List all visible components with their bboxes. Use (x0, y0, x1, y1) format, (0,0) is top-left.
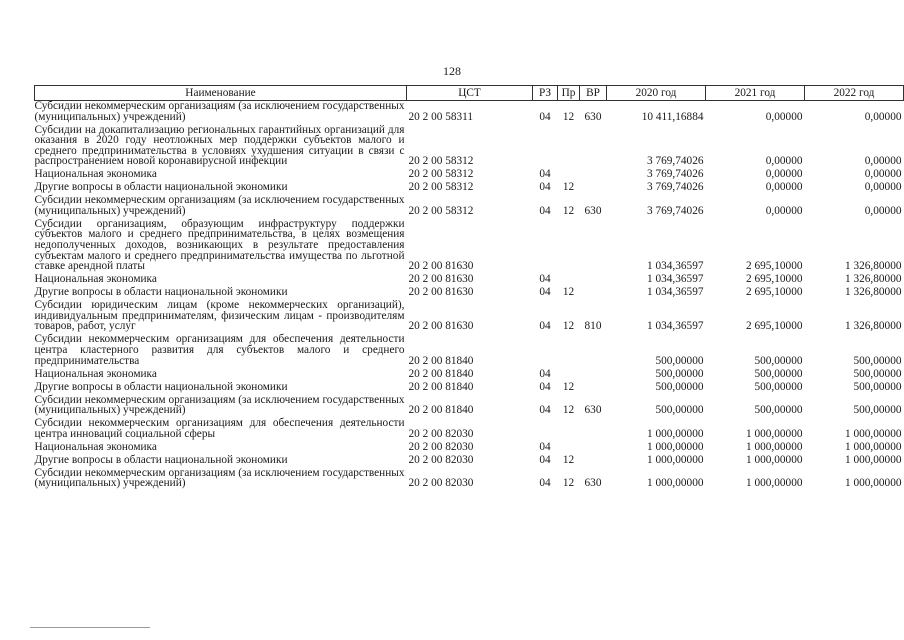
table-row (35, 468, 904, 492)
cell-name: Национальная экономика (34, 367, 157, 380)
page-number: 128 (443, 64, 461, 78)
cell-cst: 20 2 00 81630 (408, 320, 474, 333)
cell-name: Национальная экономика (34, 273, 157, 286)
header-pr: Пр (558, 86, 580, 101)
cell-2021: 2 695,10000 (746, 286, 803, 299)
cell-2022: 0,00000 (864, 110, 902, 123)
cell-rz (533, 219, 558, 274)
cell-cst: 20 2 00 58312 (408, 168, 474, 181)
cell-2020: 500,00000 (655, 380, 704, 393)
cell-name: Национальная экономика (34, 440, 157, 453)
cell-name: Субсидии организациям, образующим инфраструктуру поддержки субъектов малого и среднего предпринимательства, в целях возмещения недополученных доходов, возникающих в результате предоставления субъектам малого и среднего предпринимательства имущества по льготной ставке арендной платы (34, 217, 405, 273)
cell-vr (580, 442, 607, 455)
cell-rz: 04 (539, 367, 551, 380)
header-2021: 2021 год (706, 86, 805, 101)
cell-name: Другие вопросы в области национальной экономики (34, 181, 288, 194)
cell-2021: 0,00000 (765, 204, 803, 217)
cell-cst: 20 2 00 81840 (408, 354, 474, 367)
cell-cst: 20 2 00 81630 (408, 286, 474, 299)
cell-pr: 12 (562, 286, 575, 299)
cell-2022: 1 326,80000 (845, 273, 902, 286)
cell-vr (580, 287, 607, 300)
table-row (35, 418, 904, 442)
cell-rz: 04 (539, 320, 551, 333)
cell-vr (580, 334, 607, 368)
cell-pr: 12 (562, 453, 575, 466)
cell-2020: 1 000,00000 (647, 453, 704, 466)
cell-pr: 12 (562, 110, 575, 123)
cell-rz (533, 125, 558, 170)
cell-pr: 12 (562, 404, 575, 417)
cell-pr: 12 (562, 380, 575, 393)
cell-2021: 1 000,00000 (746, 453, 803, 466)
cell-pr (558, 219, 580, 274)
cell-vr (580, 418, 607, 442)
cell-rz (533, 418, 558, 442)
cell-vr: 810 (584, 320, 602, 333)
cell-vr (580, 219, 607, 274)
cell-vr (580, 274, 607, 287)
cell-rz (533, 334, 558, 368)
table-row (35, 382, 904, 395)
cell-name: Субсидии юридическим лицам (кроме некоммерческих организаций), индивидуальным предпринимателям, физическим лицам - производителям товаров, работ, услуг (34, 299, 405, 333)
cell-2022: 500,00000 (853, 404, 902, 417)
cell-pr: 12 (562, 181, 575, 194)
cell-2022: 1 000,00000 (845, 440, 902, 453)
header-name: Наименование (35, 86, 407, 101)
cell-name: Национальная экономика (34, 168, 157, 181)
cell-vr: 630 (584, 204, 602, 217)
cell-pr: 12 (562, 320, 575, 333)
cell-2022: 500,00000 (853, 380, 902, 393)
table-row (35, 442, 904, 455)
cell-name: Субсидии некоммерческим организациям для обеспечения деятельности центра кластерного развития для субъектов малого и среднего предпринимательства (34, 333, 405, 367)
cell-name: Другие вопросы в области национальной экономики (34, 453, 288, 466)
cell-2020: 10 411,16884 (641, 110, 704, 123)
cell-rz: 04 (539, 273, 551, 286)
cell-cst: 20 2 00 81840 (408, 404, 474, 417)
cell-name: Субсидии некоммерческим организациям (за исключением государственных (муниципальных) учреждений) (34, 466, 405, 490)
cell-rz: 04 (539, 204, 551, 217)
cell-2021: 1 000,00000 (746, 427, 803, 440)
cell-cst: 20 2 00 58312 (408, 181, 474, 194)
cell-pr (558, 442, 580, 455)
cell-2020: 3 769,74026 (647, 168, 704, 181)
cell-2021: 500,00000 (754, 404, 803, 417)
cell-name: Субсидии некоммерческим организациям для обеспечения деятельности центра инноваций социальной сферы (34, 417, 405, 440)
cell-2022: 0,00000 (864, 168, 902, 181)
cell-2022: 1 000,00000 (845, 477, 902, 490)
cell-rz: 04 (539, 286, 551, 299)
cell-cst: 20 2 00 82030 (408, 477, 474, 490)
cell-rz: 04 (539, 477, 551, 490)
cell-2020: 1 000,00000 (647, 477, 704, 490)
cell-2022: 1 000,00000 (845, 427, 902, 440)
cell-2022: 500,00000 (853, 367, 902, 380)
cell-2021: 2 695,10000 (746, 260, 803, 273)
cell-2021: 0,00000 (765, 181, 803, 194)
cell-rz: 04 (539, 453, 551, 466)
cell-2020: 1 034,36597 (647, 260, 704, 273)
table-row (35, 125, 904, 170)
cell-2021: 0,00000 (765, 168, 803, 181)
cell-2022: 1 326,80000 (845, 260, 902, 273)
cell-2021: 0,00000 (765, 110, 803, 123)
cell-2022: 1 000,00000 (845, 453, 902, 466)
cell-vr (580, 369, 607, 382)
cell-cst: 20 2 00 82030 (408, 453, 474, 466)
cell-vr (580, 169, 607, 182)
cell-2020: 1 034,36597 (647, 320, 704, 333)
cell-cst: 20 2 00 58312 (408, 204, 474, 217)
cell-vr (580, 182, 607, 195)
cell-pr: 12 (562, 204, 575, 217)
cell-vr (580, 455, 607, 468)
cell-pr (558, 418, 580, 442)
cell-2020: 500,00000 (655, 354, 704, 367)
cell-name: Субсидии некоммерческим организациям (за исключением государственных (муниципальных) учреждений) (34, 100, 405, 123)
cell-2021: 2 695,10000 (746, 320, 803, 333)
cell-2021: 0,00000 (765, 155, 803, 168)
header-cst: ЦСТ (407, 86, 533, 101)
cell-cst: 20 2 00 82030 (408, 440, 474, 453)
cell-2021: 1 000,00000 (746, 477, 803, 490)
cell-2020: 3 769,74026 (647, 204, 704, 217)
cell-2022: 1 326,80000 (845, 286, 902, 299)
footer-divider (30, 627, 150, 628)
cell-2020: 1 034,36597 (647, 273, 704, 286)
table-row (35, 300, 904, 334)
cell-2021: 1 000,00000 (746, 440, 803, 453)
cell-2020: 1 000,00000 (647, 440, 704, 453)
table-row (35, 455, 904, 468)
cell-vr: 630 (584, 404, 602, 417)
cell-name: Субсидии некоммерческим организациям (за исключением государственных (муниципальных) учреждений) (34, 194, 405, 217)
cell-name: Субсидии на докапитализацию региональных гарантийных организаций для оказания в 2020 году неотложных мер поддержки субъектов малого и среднего предпринимательства в условиях ухудшения ситуации в связи с распространением новой коронавирусной инфекции (34, 123, 405, 168)
cell-2022: 0,00000 (864, 155, 902, 168)
cell-rz: 04 (539, 440, 551, 453)
cell-2021: 500,00000 (754, 367, 803, 380)
table-row (35, 101, 904, 125)
cell-2021: 500,00000 (754, 354, 803, 367)
cell-name: Другие вопросы в области национальной экономики (34, 380, 288, 393)
cell-pr (558, 369, 580, 382)
cell-rz: 04 (539, 404, 551, 417)
cell-name: Субсидии некоммерческим организациям (за исключением государственных (муниципальных) учреждений) (34, 393, 405, 417)
cell-2020: 1 000,00000 (647, 427, 704, 440)
cell-2020: 500,00000 (655, 404, 704, 417)
cell-rz: 04 (539, 168, 551, 181)
cell-pr (558, 125, 580, 170)
header-rz: РЗ (533, 86, 558, 101)
header-2020: 2020 год (607, 86, 706, 101)
cell-2020: 3 769,74026 (647, 155, 704, 168)
cell-2022: 0,00000 (864, 181, 902, 194)
table-row (35, 195, 904, 219)
cell-vr (580, 382, 607, 395)
cell-2022: 500,00000 (853, 354, 902, 367)
cell-vr (580, 125, 607, 170)
cell-rz: 04 (539, 110, 551, 123)
budget-table (34, 85, 904, 491)
cell-2022: 1 326,80000 (845, 320, 902, 333)
table-row (35, 369, 904, 382)
cell-cst: 20 2 00 81630 (408, 260, 474, 273)
cell-2020: 500,00000 (655, 367, 704, 380)
table-header-row (35, 86, 904, 101)
cell-2021: 2 695,10000 (746, 273, 803, 286)
table-row (35, 395, 904, 419)
cell-2020: 3 769,74026 (647, 181, 704, 194)
cell-2020: 1 034,36597 (647, 286, 704, 299)
table-row (35, 334, 904, 368)
header-vr: ВР (580, 86, 607, 101)
header-2022: 2022 год (805, 86, 904, 101)
cell-vr: 630 (584, 477, 602, 490)
table-row (35, 219, 904, 274)
cell-cst: 20 2 00 81630 (408, 273, 474, 286)
cell-name: Другие вопросы в области национальной экономики (34, 286, 288, 299)
cell-cst: 20 2 00 58311 (408, 110, 474, 123)
cell-pr (558, 334, 580, 368)
cell-pr: 12 (562, 477, 575, 490)
cell-2022: 0,00000 (864, 204, 902, 217)
cell-cst: 20 2 00 82030 (408, 427, 474, 440)
table-body (35, 101, 904, 492)
cell-cst: 20 2 00 58312 (408, 155, 474, 168)
cell-2021: 500,00000 (754, 380, 803, 393)
cell-rz: 04 (539, 181, 551, 194)
cell-cst: 20 2 00 81840 (408, 367, 474, 380)
cell-rz: 04 (539, 380, 551, 393)
cell-vr: 630 (584, 110, 602, 123)
cell-cst: 20 2 00 81840 (408, 380, 474, 393)
